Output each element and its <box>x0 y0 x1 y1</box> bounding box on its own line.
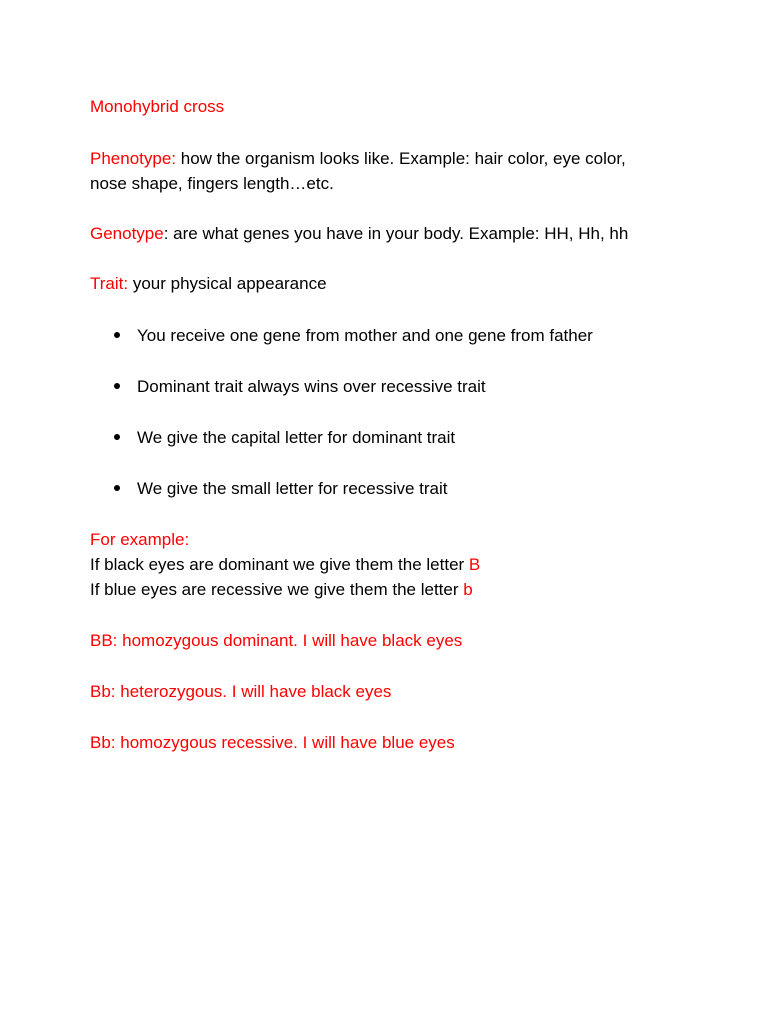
genotype-definition <box>90 221 728 246</box>
bullet-item <box>114 374 486 399</box>
genotype-term: Genotype <box>90 224 164 243</box>
bullet-text: We give the capital letter for dominant trait <box>137 428 456 447</box>
bullet-dot-icon <box>114 383 120 389</box>
example-recessive-text: If blue eyes are recessive we give them the letter <box>90 580 464 599</box>
trait-term: Trait: <box>90 274 129 293</box>
example-line-dominant <box>90 552 728 577</box>
phenotype-definition-line2: nose shape, fingers length…etc. <box>90 174 334 193</box>
example-line-recessive <box>90 577 728 602</box>
phenotype-term: Phenotype: <box>90 149 177 168</box>
document-title: Monohybrid cross <box>90 97 225 116</box>
bullet-dot-icon <box>114 485 120 491</box>
genotype-homozygous-dominant: BB: homozygous dominant. I will have black eyes <box>90 631 463 650</box>
example-recessive-letter: b <box>463 580 473 599</box>
bullet-item <box>114 476 448 501</box>
bullet-text: Dominant trait always wins over recessive trait <box>137 377 486 396</box>
bullet-text: We give the small letter for recessive trait <box>137 479 448 498</box>
trait-definition <box>90 271 728 296</box>
bullet-item <box>114 323 593 348</box>
bullet-dot-icon <box>114 434 120 440</box>
bullet-dot-icon <box>114 332 120 338</box>
example-dominant-letter: B <box>468 555 481 574</box>
example-dominant-text: If black eyes are dominant we give them the letter <box>90 555 469 574</box>
phenotype-definition: how the organism looks like. Example: hair color, eye color, <box>176 149 626 168</box>
bullet-item <box>114 425 455 450</box>
phenotype-definition-line1 <box>90 146 728 171</box>
genotype-text: : are what genes you have in your body. Example: HH, Hh, hh <box>163 224 629 243</box>
example-heading: For example: <box>90 530 190 549</box>
genotype-heterozygous: Bb: heterozygous. I will have black eyes <box>90 682 392 701</box>
bullet-text: You receive one gene from mother and one gene from father <box>137 326 593 345</box>
trait-text: your physical appearance <box>128 274 327 293</box>
genotype-homozygous-recessive: Bb: homozygous recessive. I will have blue eyes <box>90 733 455 752</box>
